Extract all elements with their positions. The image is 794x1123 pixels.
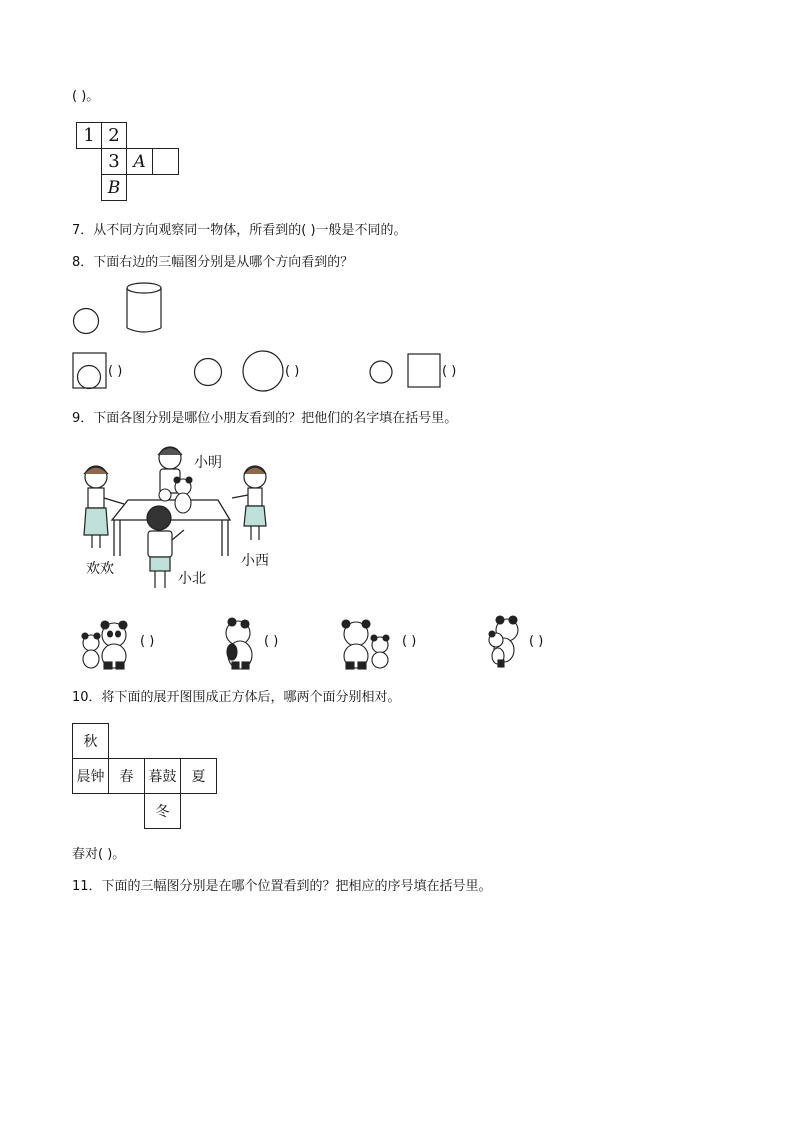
q11-text: 11．下面的三幅图分别是在哪个位置看到的？把相应的序号填在括号里。 <box>72 879 492 894</box>
q8-blank-3[interactable]: ( ) <box>442 364 457 379</box>
net-cell-3: 3 <box>101 148 127 175</box>
q8-blank-1[interactable]: ( ) <box>108 364 123 379</box>
panda-view-1-icon <box>82 621 127 669</box>
q10-answer: 春对( )。 <box>72 847 126 862</box>
net-cell-a: A <box>126 148 153 175</box>
label-xiaobei: 小北 <box>178 571 206 587</box>
face-autumn: 秋 <box>72 723 109 759</box>
girl-huanhuan-icon <box>84 466 124 548</box>
net-cell-1: 1 <box>76 122 102 149</box>
q8-text: 8．下面右边的三幅图分别是从哪个方向看到的？ <box>72 255 354 270</box>
panda-view-3-icon <box>342 620 389 669</box>
face-winter: 冬 <box>144 793 181 829</box>
q10-text: 10．将下面的展开图围成正方体后，哪两个面分别相对。 <box>72 690 401 705</box>
net-cell-b: B <box>101 174 127 201</box>
q9-blank-1[interactable]: ( ) <box>140 634 155 649</box>
label-xiaoming: 小明 <box>194 455 222 471</box>
q9-blank-2[interactable]: ( ) <box>264 634 279 649</box>
q9-blank-3[interactable]: ( ) <box>402 634 417 649</box>
net-cell-2: 2 <box>101 122 127 149</box>
panda-view-4-icon <box>489 616 518 667</box>
label-huanhuan: 欢欢 <box>86 561 114 577</box>
q9-blank-4[interactable]: ( ) <box>529 634 544 649</box>
label-xiaoxi: 小西 <box>241 553 269 569</box>
q7-text: 7．从不同方向观察同一物体，所看到的( )一般是不同的。 <box>72 223 407 238</box>
face-evening-drum: 暮鼓 <box>144 758 181 794</box>
q8-blank-2[interactable]: ( ) <box>285 364 300 379</box>
face-spring: 春 <box>108 758 145 794</box>
face-summer: 夏 <box>180 758 217 794</box>
face-morning-bell: 晨钟 <box>72 758 109 794</box>
q9-text: 9．下面各图分别是哪位小朋友看到的？把他们的名字填在括号里。 <box>72 411 458 426</box>
q6-answer-blank: ( )。 <box>72 89 100 104</box>
girl-xiaoxi-icon <box>232 466 266 540</box>
panda-view-2-icon <box>226 618 252 669</box>
